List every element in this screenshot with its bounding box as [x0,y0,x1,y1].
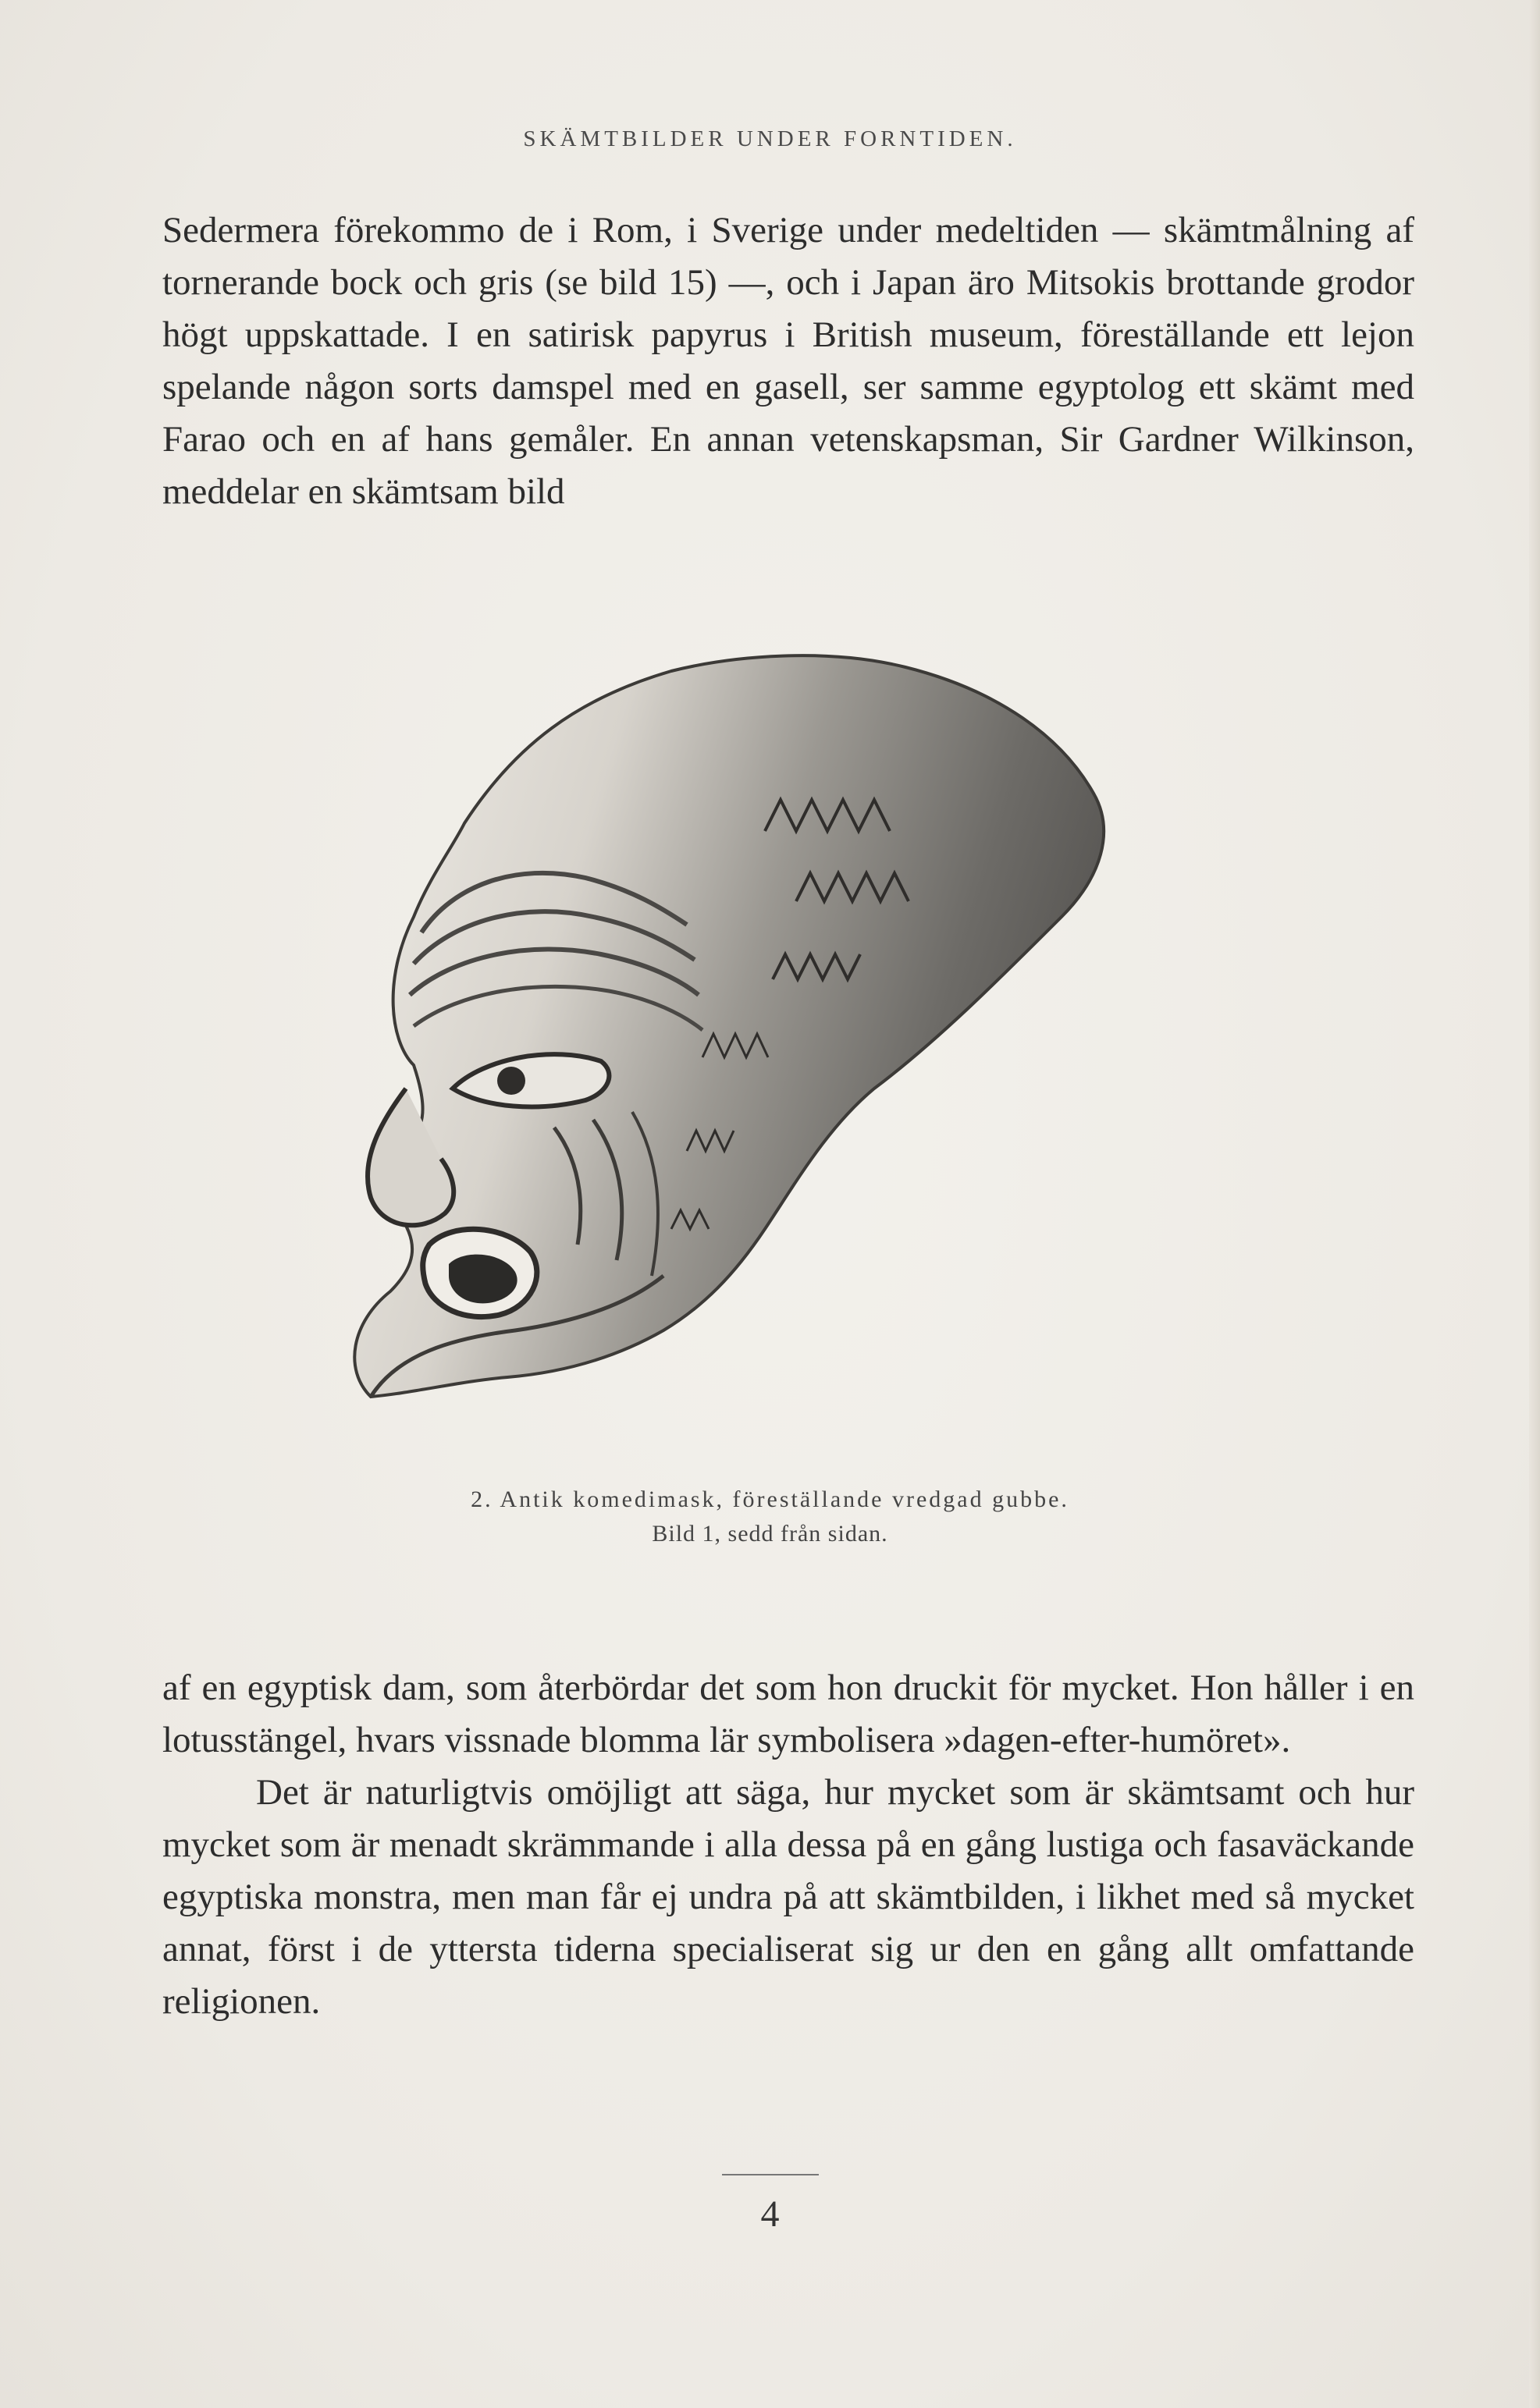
pupil [497,1067,525,1095]
page-number: 4 [760,2193,780,2235]
comedy-mask-illustration [297,652,1264,1459]
figure-caption [0,1483,1540,1551]
body-text-bottom [162,1662,1414,2028]
caption-subtitle: Bild 1, sedd från sidan. [652,1521,888,1547]
figure-comedy-mask [297,652,1264,1459]
footer-rule [722,2174,819,2175]
paragraph: af en egyptisk dam, som återbördar det som hon druckit för mycket. Hon håller i en lotusstängel, hvars vissnade blomma lär symbolisera »dagen-efter-humöret». [162,1667,1414,1760]
paragraph: Det är naturligtvis omöjligt att säga, hur mycket som är skämtsamt och hur mycket som är menadt skrämmande i alla dessa på en gång lustiga och fasaväckande egyptiska monstra, men man får ej undra på att skämtbilden, i likhet med så mycket annat, först i de yttersta tiderna specialiserat sig ur den en gång allt omfattande religionen. [162,1772,1414,2022]
page-edge [1529,0,1540,2408]
caption-title: 2. Antik komedimask, föreställande vredgad gubbe. [471,1486,1069,1512]
body-text-top [162,204,1414,518]
running-head: SKÄMTBILDER UNDER FORNTIDEN. [523,126,1017,151]
paragraph: Sedermera förekommo de i Rom, i Sverige under medeltiden — skämtmålning af tornerande bock och gris (se bild 15) —, och i Japan äro Mitsokis brottande grodor högt uppskattade. I en satirisk papyrus i British museum, föreställande ett lejon spelande någon sorts damspel med en gasell, ser samme egyptolog ett skämt med Farao och en af hans gemåler. En annan vetenskapsman, Sir Gardner Wilkinson, meddelar en skämtsam bild [162,210,1414,512]
